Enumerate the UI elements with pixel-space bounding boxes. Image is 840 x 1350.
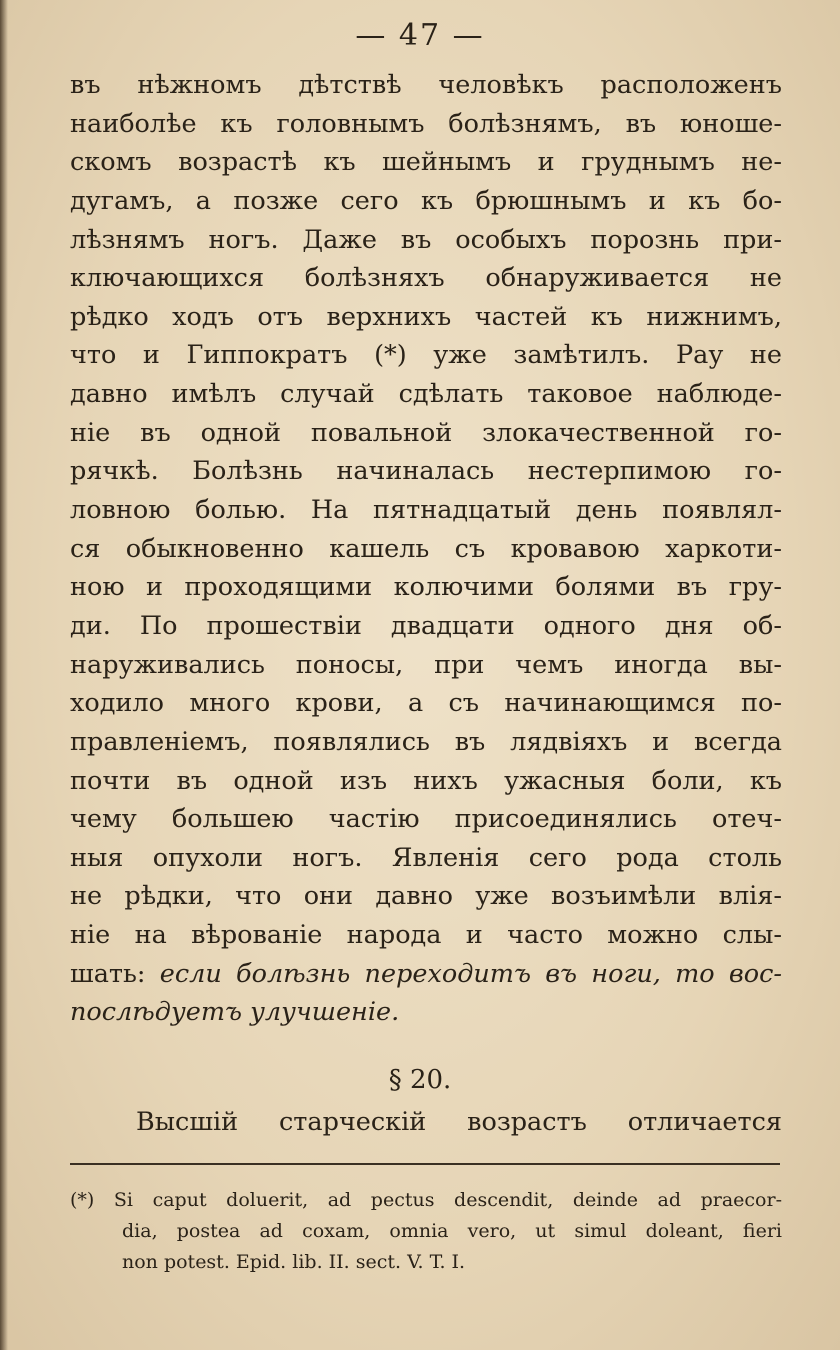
text-line-with-quote	[70, 955, 782, 994]
text-line: не рѣдки, что они давно уже возъимѣли влія-	[70, 881, 782, 912]
text-line: скомъ возрастѣ къ шейнымъ и груднымъ не-	[70, 147, 782, 178]
text-line: что и Гиппократъ (*) уже замѣтилъ. Рау не	[70, 340, 782, 371]
binding-edge	[0, 0, 8, 1350]
footnote-divider	[70, 1163, 780, 1165]
footnote-line: non potest. Epid. lib. II. sect. V. T. I.	[122, 1251, 466, 1273]
text-line: ніе на вѣрованіе народа и часто можно слы-	[70, 920, 782, 951]
text-line: лѣзнямъ ногъ. Даже въ особыхъ порознь при-	[70, 224, 782, 255]
text-line: ніе въ одной повальной злокачественной го-	[70, 417, 782, 448]
text-line: наиболѣе къ головнымъ болѣзнямъ, въ юноше-	[70, 108, 782, 139]
footnote-line: dia, postea ad coxam, omnia vero, ut simul doleant, fieri	[122, 1220, 782, 1242]
text-line: почти въ одной изъ нихъ ужасныя боли, къ	[70, 765, 782, 796]
text-line: ныя опухоли ногъ. Явленія сего рода столь	[70, 842, 782, 873]
text-line: въ нѣжномъ дѣтствѣ человѣкъ расположенъ	[70, 70, 782, 100]
text-line-last	[70, 993, 782, 1032]
section-first-line: Высшій старческій возрастъ отличается	[136, 1107, 782, 1137]
page-number: — 47 —	[355, 18, 485, 53]
text-line: ною и проходящими колючими болями въ гру-	[70, 572, 782, 603]
text-line: ключающихся болѣзняхъ обнаруживается не	[70, 263, 782, 294]
text-line: рѣдко ходъ отъ верхнихъ частей къ нижнимъ,	[70, 301, 782, 332]
text-line: ди. По прошествіи двадцати одного дня об-	[70, 610, 782, 641]
text-line: рячкѣ. Болѣзнь начиналась нестерпимою го-	[70, 456, 782, 487]
text-line: давно имѣлъ случай сдѣлать таковое наблюде-	[70, 379, 782, 410]
text-line: ся обыкновенно кашель съ кровавою харкоти-	[70, 533, 782, 564]
footnote	[70, 1185, 782, 1278]
text-line: дугамъ, а позже сего къ брюшнымъ и къ бо-	[70, 185, 782, 216]
italic-quote-end: послѣдуетъ улучшеніе.	[70, 997, 400, 1028]
italic-quote: если болѣзнь переходитъ въ ноги, то вос-	[159, 958, 782, 989]
footnote-line: (*) Si caput doluerit, ad pectus descendit, deinde ad praecor-	[70, 1189, 782, 1211]
text-line: ловною болью. На пятнадцатый день появлял-	[70, 495, 782, 526]
section-heading: § 20.	[388, 1065, 452, 1095]
main-paragraph	[70, 66, 782, 1032]
text-line: ходило много крови, а съ начинающимся по-	[70, 688, 782, 719]
text-plain: шать:	[70, 958, 160, 989]
text-line: наруживались поносы, при чемъ иногда вы-	[70, 649, 782, 680]
text-line: правленіемъ, появлялись въ лядвіяхъ и всегда	[70, 726, 782, 757]
text-line: чему большею частію присоединялись отеч-	[70, 804, 782, 835]
